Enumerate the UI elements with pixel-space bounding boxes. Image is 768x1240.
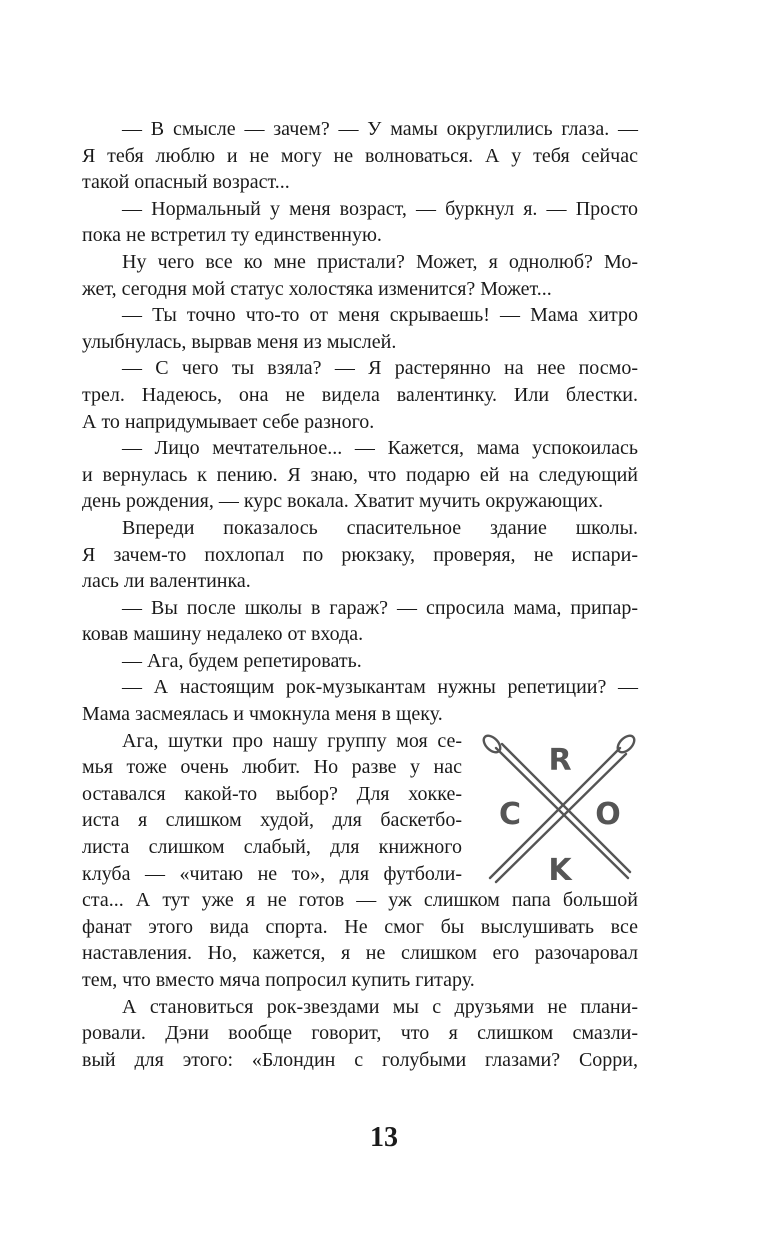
text-line: оставался какой-то выбор? Для хокке- [82, 782, 462, 805]
text-line: — С чего ты взяла? — Я растерянно на нее посмо- [122, 357, 638, 380]
paragraph-with-logo [82, 728, 638, 888]
text-line: ковав машину недалеко от входа. [82, 623, 364, 646]
text-line: пока не встретил ту единственную. [82, 224, 382, 247]
text-line: ста... А тут уже я не готов — уж слишком папа большой [82, 889, 638, 912]
text-line: улыбнулась, вырвав меня из мыслей. [82, 330, 397, 353]
text-line: — Лицо мечтательное... — Кажется, мама успокоилась [122, 437, 638, 460]
text-line: А становиться рок-звездами мы с друзьями не плани- [122, 995, 638, 1018]
text-line: вый для этого: «Блондин с голубыми глазами? Сорри, [82, 1048, 638, 1071]
text-line: ровали. Дэни вообще говорит, что я слишком смазли- [82, 1022, 638, 1045]
text-line: листа слишком слабый, для книжного [82, 836, 462, 859]
text-line: фанат этого вида спорта. Не смог бы выслушивать все [82, 915, 638, 938]
text-line: — Ага, будем репетировать. [122, 649, 362, 672]
logo-letter-bottom: K [548, 852, 572, 888]
rock-logo-illustration [480, 732, 638, 890]
text-line: Ага, шутки про нашу группу моя се- [122, 729, 462, 752]
text-line: — Нормальный у меня возраст, — буркнул я. — Просто [122, 197, 638, 220]
text-line: — Ты точно что-то от меня скрываешь! — Мама хитро [122, 304, 638, 327]
text-line: А то напридумывает себе разного. [82, 410, 375, 433]
text-line: лась ли валентинка. [82, 570, 251, 593]
paragraphs-bottom [82, 887, 638, 1073]
text-line: тем, что вместо мяча попросил купить гитару. [82, 969, 475, 991]
logo-letter-top: R [548, 742, 572, 778]
text-line: Я зачем-то похлопал по рюкзаку, проверяя, не испари- [82, 543, 638, 566]
text-line: иста я слишком худой, для баскетбо- [82, 809, 462, 832]
logo-letter-right: O [595, 796, 621, 832]
text-line: клуба — «читаю не то», для футболи- [82, 862, 462, 885]
crossed-drumsticks-icon [480, 732, 638, 890]
paragraphs-top [82, 116, 638, 728]
page-number: 13 [370, 1122, 398, 1153]
text-line: и вернулась к пению. Я знаю, что подарю ей на следующий [82, 463, 638, 486]
book-page-text [82, 116, 638, 1073]
text-line: — Вы после школы в гараж? — спросила мама, припар- [122, 596, 638, 619]
text-line: Впереди показалось спасительное здание школы. [122, 516, 638, 539]
text-line: такой опасный возраст... [82, 171, 290, 194]
text-line: жет, сегодня мой статус холостяка изменится? Может... [82, 277, 552, 300]
logo-letter-left: C [498, 796, 522, 832]
drumstick-tip-shape [615, 732, 638, 755]
text-line: наставления. Но, кажется, я не слишком его разочаровал [82, 942, 638, 965]
text-line: Мама засмеялась и чмокнула меня в щеку. [82, 703, 443, 726]
text-line: мья тоже очень любит. Но разве у нас [82, 756, 462, 779]
text-line: день рождения, — курс вокала. Хватит мучить окружающих. [82, 490, 604, 513]
text-line: трел. Надеюсь, она не видела валентинку. Или блестки. [82, 383, 638, 406]
text-line: — А настоящим рок-музыкантам нужны репетиции? — [122, 676, 638, 699]
text-line: Ну чего все ко мне пристали? Может, я однолюб? Мо- [122, 250, 638, 273]
text-line: Я тебя люблю и не могу не волноваться. А у тебя сейчас [82, 144, 638, 167]
text-line: — В смысле — зачем? — У мамы округлились глаза. — [122, 118, 638, 140]
